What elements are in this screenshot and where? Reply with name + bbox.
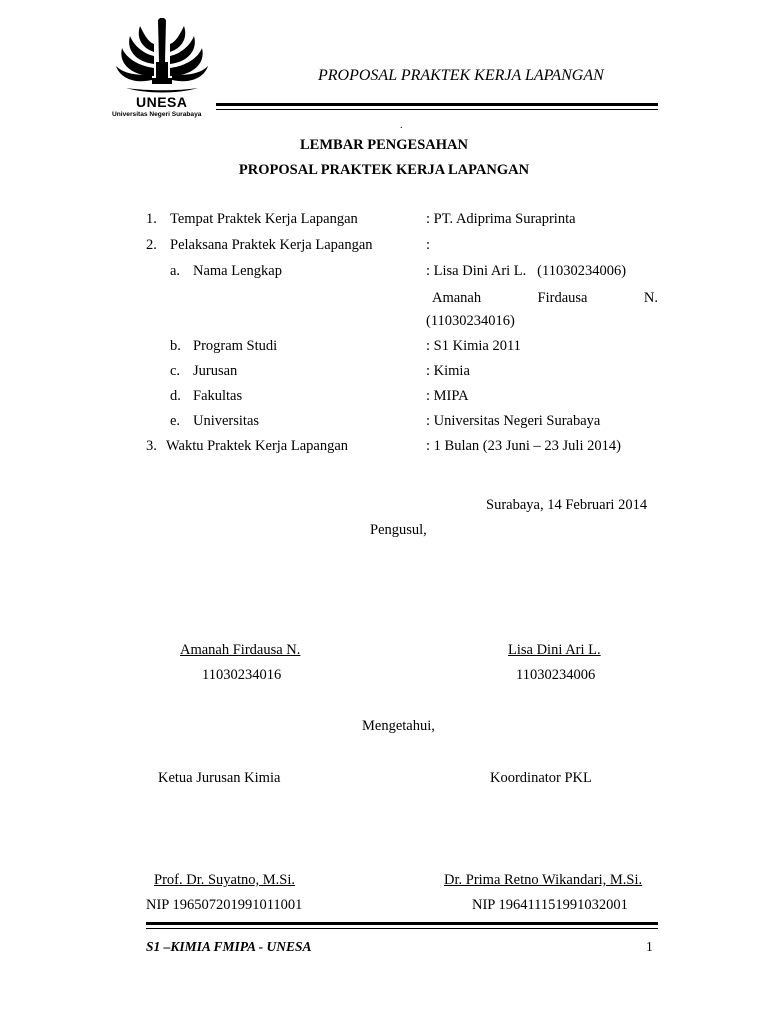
unesa-emblem-icon xyxy=(112,18,212,96)
approver-left-role: Ketua Jurusan Kimia xyxy=(158,770,281,786)
subitem-b-value: : S1 Kimia 2011 xyxy=(426,338,521,354)
subitem-a-value-line2 xyxy=(426,290,658,307)
subitem-c-value: : Kimia xyxy=(426,363,470,379)
subitem-c-label: Jurusan xyxy=(193,363,238,379)
unesa-logo xyxy=(112,18,212,122)
subitem-a-value: : Lisa Dini Ari L. (11030234006) xyxy=(426,263,627,279)
approver-right-name: Dr. Prima Retno Wikandari, M.Si. xyxy=(444,872,643,888)
proposer-heading: Pengusul, xyxy=(370,522,427,538)
footer-left-text: S1 –KIMIA FMIPA - UNESA xyxy=(146,939,312,954)
subitem-b-label: Program Studi xyxy=(193,338,278,354)
footer-rule-thin xyxy=(146,928,658,929)
approval-heading: Mengetahui, xyxy=(362,718,435,734)
place-date: Surabaya, 14 Februari 2014 xyxy=(486,497,648,513)
approver-left-name: Prof. Dr. Suyatno, M.Si. xyxy=(154,872,295,888)
proposer-right-id: 11030234006 xyxy=(516,667,596,683)
header-rule-thin xyxy=(216,109,658,110)
subitem-a-label: Nama Lengkap xyxy=(193,263,282,279)
subitem-b-letter: b. xyxy=(170,338,181,354)
subitem-c-letter: c. xyxy=(170,363,181,379)
subitem-e-label: Universitas xyxy=(193,413,260,429)
item-3-label: Waktu Praktek Kerja Lapangan xyxy=(166,438,349,454)
footer-rule-thick xyxy=(146,922,658,925)
subitem-d-label: Fakultas xyxy=(193,388,243,404)
header-title: PROPOSAL PRAKTEK KERJA LAPANGAN xyxy=(318,67,604,84)
approver-left-nip: NIP 196507201991011001 xyxy=(146,897,303,913)
approver-right-role: Koordinator PKL xyxy=(490,770,592,786)
item-3-number: 3. xyxy=(146,438,157,454)
item-2-label: Pelaksana Praktek Kerja Lapangan xyxy=(170,237,373,253)
subitem-e-value: : Universitas Negeri Surabaya xyxy=(426,413,601,429)
item-1-label: Tempat Praktek Kerja Lapangan xyxy=(170,211,358,227)
subitem-e-letter: e. xyxy=(170,413,181,429)
item-2-number: 2. xyxy=(146,237,157,253)
logo-subtitle: Universitas Negeri Surabaya xyxy=(112,111,202,118)
item-1-number: 1. xyxy=(146,211,157,227)
item-1-value: : PT. Adiprima Suraprinta xyxy=(426,211,576,227)
subitem-d-value: : MIPA xyxy=(426,388,469,404)
subitem-a-value-line3: (11030234016) xyxy=(426,313,515,329)
proposer-right-name: Lisa Dini Ari L. xyxy=(508,642,601,658)
proposer-left-name: Amanah Firdausa N. xyxy=(180,642,301,658)
subitem-a-value-line2-word3: N. xyxy=(643,290,658,306)
logo-name: UNESA xyxy=(136,94,188,110)
subitem-d-letter: d. xyxy=(170,388,181,404)
page-number: 1 xyxy=(646,939,653,954)
stray-dot: . xyxy=(400,120,403,131)
doc-title-line2: PROPOSAL PRAKTEK KERJA LAPANGAN xyxy=(238,162,530,178)
subitem-a-value-line2-word1: Amanah xyxy=(432,290,482,306)
doc-title-line1: LEMBAR PENGESAHAN xyxy=(300,137,468,153)
item-3-value: : 1 Bulan (23 Juni – 23 Juli 2014) xyxy=(426,438,621,454)
proposer-left-id: 11030234016 xyxy=(202,667,282,683)
approver-right-nip: NIP 196411151991032001 xyxy=(472,897,628,913)
item-2-value: : xyxy=(426,237,431,253)
subitem-a-value-line2-word2: Firdausa xyxy=(537,290,588,306)
header-rule-thick xyxy=(216,103,658,106)
subitem-a-letter: a. xyxy=(170,263,181,279)
